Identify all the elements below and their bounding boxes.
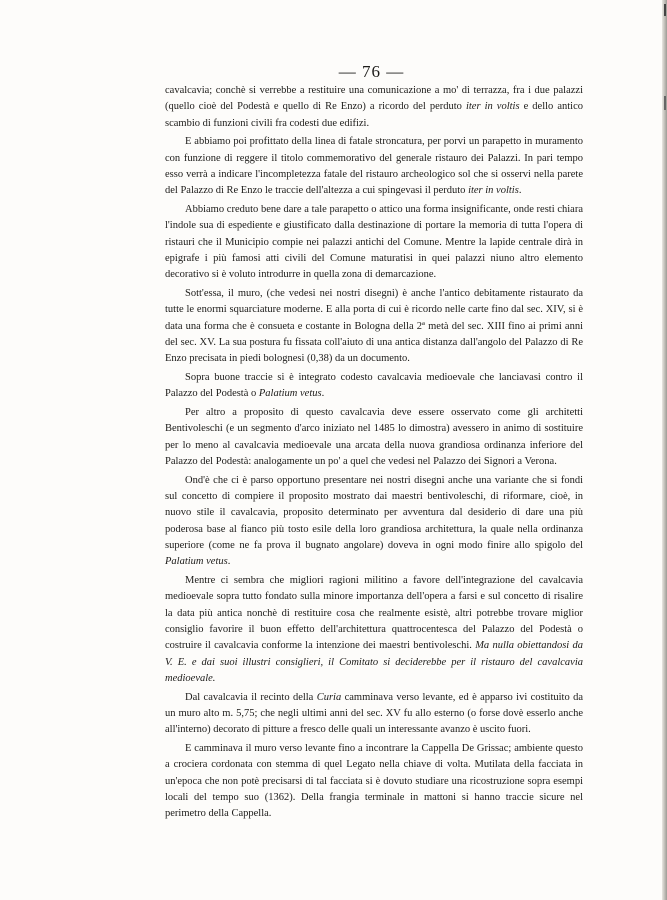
paragraph (165, 573, 583, 687)
italic-text-run: Curia (316, 691, 342, 703)
paragraph (165, 202, 583, 283)
text-run: . (227, 556, 231, 568)
italic-text-run: Palatium vetus (165, 556, 228, 568)
body-text (165, 83, 583, 825)
text-run: Abbiamo creduto bene dare a tale parapetto o attico una forma insignificante, onde resti chiara l'indole sua di espediente e giustificato dalla destinazione di portare la memoria di tutta l'opera di ristauri che il Municipio compie nei palazzi antichi del Comune. Mentre la lapide centrale dirà in epigrafe i più famosi atti civili del Comune maturatisi in quei palazzi niuno altro elemento decorativo si è voluto introdurre in quella zona di demarcazione. (165, 204, 583, 281)
text-run: Per altro a proposito di questo cavalcavia deve essere osservato come gli architetti Bentivoleschi (e un segmento d'arco iniziato nel 1485 lo dimostra) avessero in animo di sostituire per lo meno al cavalcavia medioevale una arcata della nuova grandiosa ordinanza inferiore del Palazzo del Podestà: analogamente un po' a quel che vedesi nel Palazzo dei Signori a Verona. (165, 407, 583, 468)
edge-mark (664, 4, 666, 16)
text-run: . (321, 388, 325, 400)
edge-mark (664, 96, 666, 110)
italic-text-run: Palatium vetus (258, 388, 322, 400)
paragraph (165, 370, 583, 403)
text-run: camminava verso levante, ed è apparso ivi costituito da un muro alto m. 5,75; che negli ultimi anni del sec. XV fu allo esterno (o forse dovè esserlo anche all'interno) decorato di pitture a fresco delle quali un interessante avanzo è uscito fuori. (165, 691, 583, 736)
text-run: Ond'è che ci è parso opportuno presentare nei nostri disegni anche una variante che si fondi sul concetto di compiere il proposito mostrato dai maestri bentivoleschi, di riformare, cioè, in nuovo stile il cavalcavia, proposito determinato per avventura dal desiderio di dare una più poderosa base al fianco più tosto esile della loro grandiosa architettura, la quale nella ordinanza superiore (come ne fa prova il bugnato angolare) doveva in ogni modo finire allo spigolo del (165, 474, 583, 552)
paragraph (165, 405, 583, 470)
paragraph (165, 134, 583, 199)
page-edge (662, 0, 667, 900)
italic-text-run: iter in voltis (468, 185, 519, 197)
italic-text-run: iter in voltis (465, 101, 520, 113)
text-run: cavalcavia; conchè si verrebbe a restituire una comunicazione a mo' di terrazza, fra i due palazzi (quello cioè del Podestà e quello di Re Enzo) a ricordo del perduto (165, 85, 583, 113)
text-run: E camminava il muro verso levante fino a incontrare la Cappella De Grissac; ambiente questo a crociera cordonata con stemma di quel Legato nella chiave di volta. Mutilata della facciata in un'epoca che non potè precisarsi di tal facciata si è dovuto studiare una ricostruzione sopra esempi locali del tempo suo (1362). Della frangia terminale in mattoni si hanno traccie sicure nel perimetro della Cappella. (165, 743, 583, 820)
text-run: e dello antico scambio di funzioni civili fra codesti due edifizi. (165, 101, 584, 129)
page-number: — 76 — (338, 62, 405, 81)
paragraph (165, 83, 583, 132)
text-run: Sott'essa, il muro, (che vedesi nei nostri disegni) è anche l'antico debitamente ristaurato da tutte le enormi squarciature moderne. E alla porta di cui è ricordo nelle carte fino dal sec. XIV, si è data una forma che è consueta e costante in Bologna della 2ª metà del sec. XIII fino ai primi anni del sec. XV. La sua postura fu fissata coll'aiuto di una antica distanza dall'angolo del Palazzo di Re Enzo precisata in piedi bolognesi (0,38) da un documento. (165, 288, 583, 365)
paragraph (165, 741, 583, 822)
italic-text-run: Ma nulla obiettandosi da V. E. e dai suoi illustri consiglieri, il Comitato si deciderebbe per il ristauro del cavalcavia medioevale. (165, 640, 583, 684)
paragraph (165, 286, 583, 367)
text-run: Mentre ci sembra che migliori ragioni militino a favore dell'integrazione del cavalcavia medioevale sopra tutto fondato sulla minore importanza dell'opera a farsi e sul concetto di risalire la data più antica nonchè di restituire cosa che realmente esistè, altri potrebbe trovare miglior consiglio favorire il buon effetto dell'architettura quattrocentesca del Palazzo del Podestà o costruire il cavalcavia conforme la intenzione dei maestri bentivoleschi. (165, 575, 583, 652)
paragraph (165, 690, 583, 739)
paragraph (165, 473, 583, 571)
text-run: Dal cavalcavia il recinto della (185, 691, 317, 703)
text-run: Sopra buone traccie si è integrato codesto cavalcavia medioevale che lanciavasi contro il Palazzo del Podestà o (165, 372, 583, 400)
text-run: . (518, 185, 522, 197)
text-run: E abbiamo poi profittato della linea di fatale stroncatura, per porvi un parapetto in muramento con funzione di reggere il titolo commemorativo del generale ristauro dei Palazzi. In pari tempo esso verrà a indicare l'incompletezza fatale del ristauro archeologico sol che si osservi nella parete del Palazzo di Re Enzo le traccie dell'altezza a cui spingevasi il perduto (165, 136, 583, 197)
